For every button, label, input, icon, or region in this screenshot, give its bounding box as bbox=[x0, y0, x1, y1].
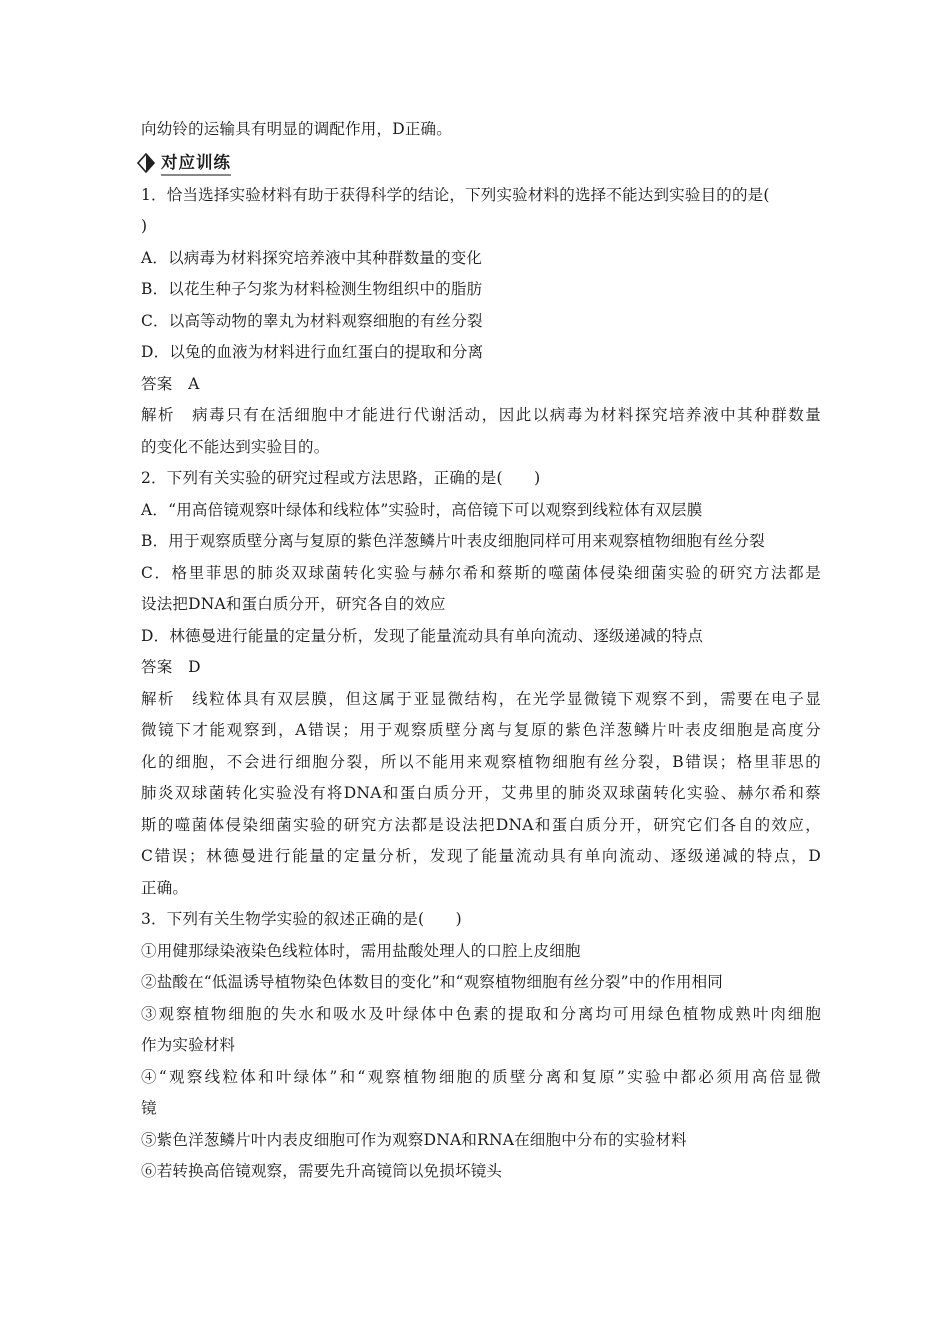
q3-stem: 3．下列有关生物学实验的叙述正确的是( ) bbox=[141, 910, 462, 928]
q2-option-d: D．林德曼进行能量的定量分析，发现了能量流动具有单向流动、逐级递减的特点 bbox=[141, 626, 704, 645]
q2-analysis-line: 正确。 bbox=[141, 878, 189, 897]
q2-stem: 2．下列有关实验的研究过程或方法思路，正确的是( ) bbox=[141, 469, 541, 487]
q2-option-a: A．“用高倍镜观察叶绿体和线粒体”实验时，高倍镜下可以观察到线粒体有双层膜 bbox=[141, 500, 703, 519]
q2-analysis-line: 微镜下才能观察到，A错误；用于观察质壁分离与复原的紫色洋葱鳞片叶表皮细胞是高度分 bbox=[141, 721, 821, 739]
q1-stem: 1．恰当选择实验材料有助于获得科学的结论，下列实验材料的选择不能达到实验目的的是( bbox=[141, 185, 770, 204]
q3-item: ①用健那绿染液染色线粒体时，需用盐酸处理人的口腔上皮细胞 bbox=[141, 941, 581, 960]
q2-option-b: B．用于观察质壁分离与复原的紫色洋葱鳞片叶表皮细胞同样可用来观察植物细胞有丝分裂 bbox=[141, 532, 765, 550]
q3-item-cont: 作为实验材料 bbox=[141, 1036, 236, 1054]
q3-item: ④“观察线粒体和叶绿体”和“观察植物细胞的质壁分离和复原”实验中都必须用高倍显微 bbox=[141, 1067, 821, 1086]
q3-item: ⑤紫色洋葱鳞片叶内表皮细胞可作为观察DNA和RNA在细胞中分布的实验材料 bbox=[141, 1130, 687, 1149]
q1-answer: 答案 A bbox=[141, 374, 200, 393]
q3-item: ②盐酸在“低温诱导植物染色体数目的变化”和“观察植物细胞有丝分裂”中的作用相同 bbox=[141, 973, 723, 991]
q1-option-c: C．以高等动物的睾丸为材料观察细胞的有丝分裂 bbox=[141, 311, 483, 330]
q1-analysis-line: 解析 病毒只有在活细胞中才能进行代谢活动，因此以病毒为材料探究培养液中其种群数量 bbox=[141, 406, 821, 424]
q2-option-c-cont: 设法把DNA和蛋白质分开，研究各自的效应 bbox=[141, 595, 446, 613]
q1-stem-cont: ) bbox=[141, 217, 148, 235]
q2-analysis-line: 斯的噬菌体侵染细菌实验的研究方法都是设法把DNA和蛋白质分开，研究它们各自的效应， bbox=[141, 815, 821, 834]
q3-item: ③观察植物细胞的失水和吸水及叶绿体中色素的提取和分离均可用绿色植物成熟叶肉细胞 bbox=[141, 1004, 821, 1023]
q2-analysis-line: C错误；林德曼进行能量的定量分析，发现了能量流动具有单向流动、逐级递减的特点，D bbox=[141, 847, 821, 865]
q2-analysis-line: 解析 线粒体具有双层膜，但这属于亚显微结构，在光学显微镜下观察不到，需要在电子显 bbox=[141, 689, 821, 708]
diamond-icon bbox=[137, 153, 155, 173]
q2-analysis-line: 化的细胞，不会进行细胞分裂，所以不能用来观察植物细胞有丝分裂，B错误；格里菲思的 bbox=[141, 752, 821, 771]
q3-item-cont: 镜 bbox=[141, 1099, 157, 1117]
intro-tail-line: 向幼铃的运输具有明显的调配作用，D正确。 bbox=[141, 120, 452, 138]
q3-item: ⑥若转换高倍镜观察，需要先升高镜筒以免损坏镜头 bbox=[141, 1162, 503, 1180]
section-heading bbox=[137, 146, 821, 180]
q2-answer: 答案 D bbox=[141, 658, 201, 676]
q1-analysis-line: 的变化不能达到实验目的。 bbox=[141, 437, 330, 456]
q2-option-c: C．格里菲思的肺炎双球菌转化实验与赫尔希和蔡斯的噬菌体侵染细菌实验的研究方法都是 bbox=[141, 563, 821, 582]
q2-analysis-line: 肺炎双球菌转化实验没有将DNA和蛋白质分开，艾弗里的肺炎双球菌转化实验、赫尔希和蔡 bbox=[141, 784, 821, 802]
q1-option-a: A．以病毒为材料探究培养液中其种群数量的变化 bbox=[141, 248, 483, 267]
document-page bbox=[141, 114, 821, 1188]
q1-option-d: D．以兔的血液为材料进行血红蛋白的提取和分离 bbox=[141, 343, 484, 361]
section-heading-title: 对应训练 bbox=[161, 149, 231, 176]
q1-option-b: B．以花生种子匀浆为材料检测生物组织中的脂肪 bbox=[141, 280, 483, 298]
